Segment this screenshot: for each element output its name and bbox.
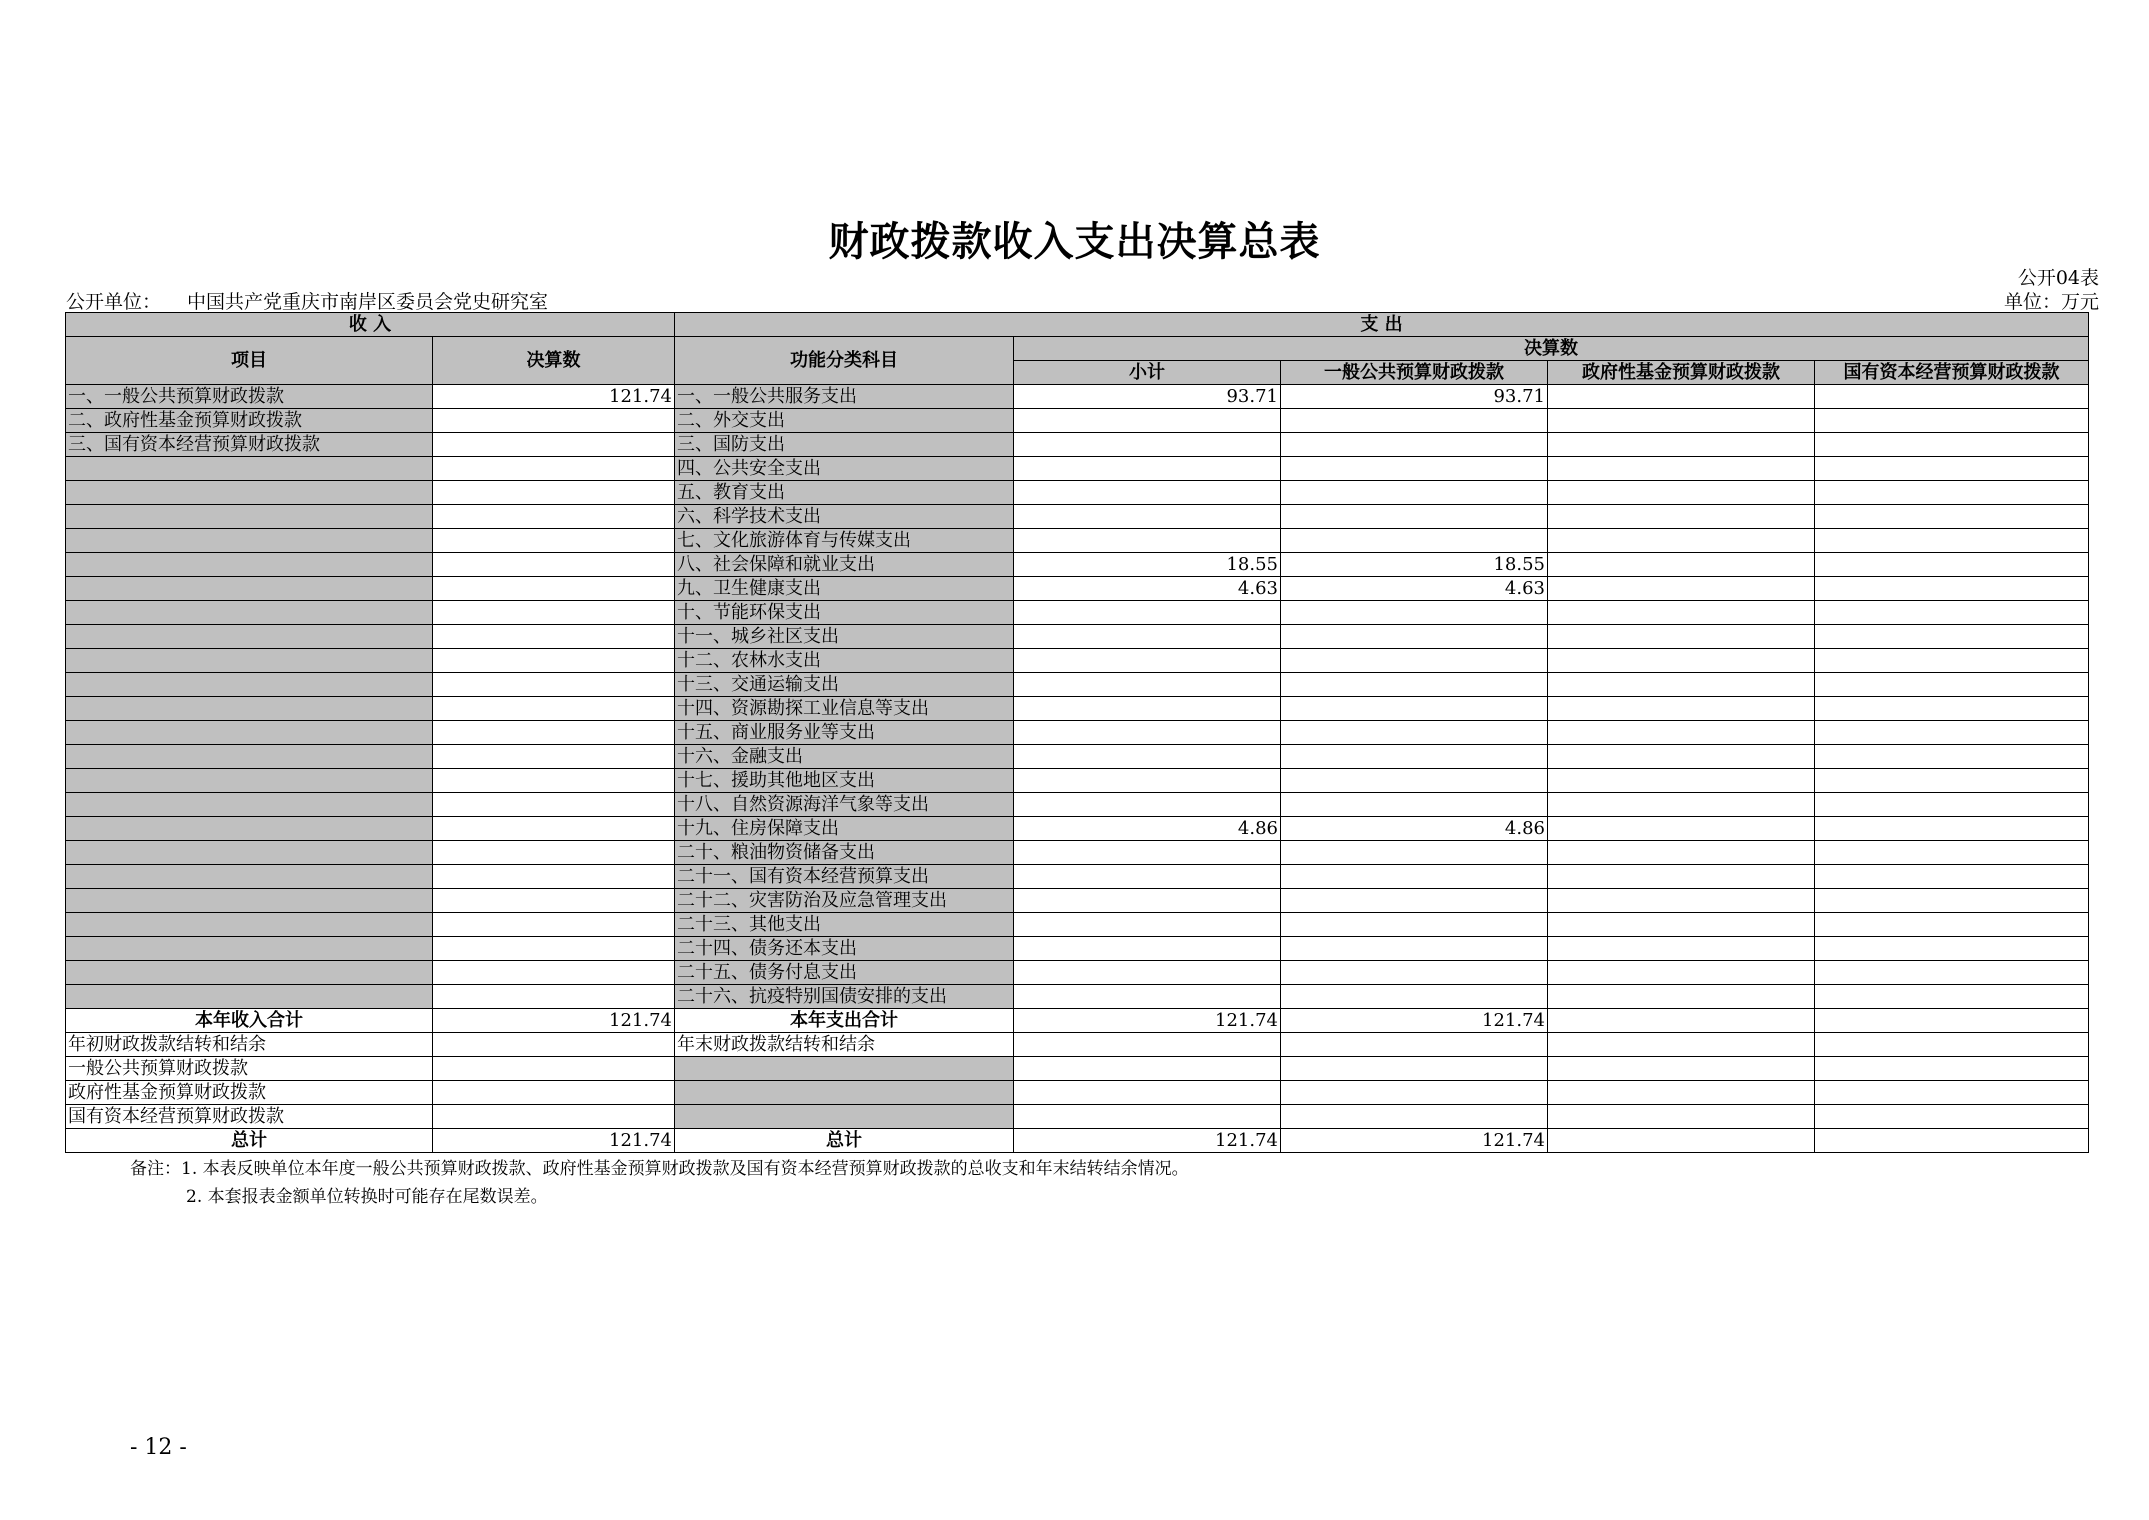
table-row [66,409,2089,433]
state-capital-cell [1815,577,2089,601]
unit-label: 单位：万元 [2003,291,2099,313]
table-row [66,601,2089,625]
carry-state-capital [1815,1105,2089,1129]
total-gov-fund [1548,1129,1815,1153]
total-general: 121.74 [1281,1009,1548,1033]
carry-expense-item [675,1105,1014,1129]
table-row [66,457,2089,481]
carry-gov-fund [1548,1057,1815,1081]
gov-fund-cell [1548,433,1815,457]
income-amount [433,961,675,985]
income-amount [433,985,675,1009]
page-number: - 12 - [130,1435,187,1460]
income-amount [433,457,675,481]
state-capital-cell [1815,937,2089,961]
final-header: 决算数 [1014,337,2089,361]
income-item [66,649,433,673]
carry-subtotal [1014,1081,1281,1105]
state-capital-cell [1815,625,2089,649]
total-income-label: 本年收入合计 [66,1009,433,1033]
carry-state-capital [1815,1057,2089,1081]
income-amount [433,409,675,433]
item-header: 项目 [66,337,433,385]
income-item [66,529,433,553]
expense-item: 二、外交支出 [675,409,1014,433]
state-capital-cell [1815,673,2089,697]
general-cell: 4.86 [1281,817,1548,841]
total-gov-fund [1548,1009,1815,1033]
subtotal-cell [1014,625,1281,649]
note-2: 2. 本套报表金额单位转换时可能存在尾数误差。 [186,1187,548,1207]
income-amount [433,625,675,649]
company-name: 中国共产党重庆市南岸区委员会党史研究室 [187,291,549,313]
carry-subtotal [1014,1057,1281,1081]
gov-fund-cell [1548,985,1815,1009]
income-amount [433,721,675,745]
expense-item: 十、节能环保支出 [675,601,1014,625]
income-amount [433,745,675,769]
state-capital-cell [1815,721,2089,745]
amount-header: 决算数 [433,337,675,385]
state-capital-cell [1815,745,2089,769]
carry-row [66,1033,2089,1057]
general-cell [1281,529,1548,553]
expense-item: 十三、交通运输支出 [675,673,1014,697]
income-item [66,865,433,889]
state-capital-cell [1815,817,2089,841]
carry-gov-fund [1548,1105,1815,1129]
income-amount [433,817,675,841]
income-item [66,961,433,985]
carry-income-amount [433,1081,675,1105]
state-capital-cell [1815,913,2089,937]
gov-fund-cell [1548,385,1815,409]
state-capital-header: 国有资本经营预算财政拨款 [1815,361,2089,385]
gov-fund-cell [1548,913,1815,937]
gov-fund-header: 政府性基金预算财政拨款 [1548,361,1815,385]
gov-fund-cell [1548,553,1815,577]
state-capital-cell [1815,697,2089,721]
income-amount [433,865,675,889]
table-row [66,505,2089,529]
subtotal-cell [1014,433,1281,457]
expense-item: 十四、资源勘探工业信息等支出 [675,697,1014,721]
income-amount: 121.74 [433,385,675,409]
general-cell [1281,745,1548,769]
carry-gov-fund [1548,1081,1815,1105]
gov-fund-cell [1548,769,1815,793]
state-capital-cell [1815,433,2089,457]
income-amount [433,913,675,937]
expense-item: 三、国防支出 [675,433,1014,457]
income-amount [433,697,675,721]
carry-income-item: 年初财政拨款结转和结余 [66,1033,433,1057]
func-header: 功能分类科目 [675,337,1014,385]
header-row-2 [66,337,2089,361]
subtotal-cell [1014,793,1281,817]
expense-item: 十七、援助其他地区支出 [675,769,1014,793]
general-cell [1281,649,1548,673]
carry-subtotal [1014,1105,1281,1129]
state-capital-cell [1815,529,2089,553]
income-header: 收 入 [66,313,675,337]
total-income-amount: 121.74 [433,1009,675,1033]
page-title: 财政拨款收入支出决算总表 [828,219,1321,265]
subtotal-cell [1014,601,1281,625]
carry-row [66,1105,2089,1129]
expense-item: 二十、粮油物资储备支出 [675,841,1014,865]
gov-fund-cell [1548,817,1815,841]
expense-item: 十六、金融支出 [675,745,1014,769]
subtotal-cell [1014,505,1281,529]
gov-fund-cell [1548,649,1815,673]
table-row [66,985,2089,1009]
income-item [66,985,433,1009]
subtotal-cell [1014,409,1281,433]
expense-item: 十九、住房保障支出 [675,817,1014,841]
gov-fund-cell [1548,457,1815,481]
table-row [66,769,2089,793]
total-income-label: 总计 [66,1129,433,1153]
gov-fund-cell [1548,577,1815,601]
gov-fund-cell [1548,937,1815,961]
grand-total-row [66,1129,2089,1153]
budget-table [65,312,2089,1153]
general-cell [1281,769,1548,793]
table-row [66,889,2089,913]
gov-fund-cell [1548,529,1815,553]
expense-item: 四、公共安全支出 [675,457,1014,481]
carry-row [66,1057,2089,1081]
table-row [66,433,2089,457]
carry-income-amount [433,1057,675,1081]
income-amount [433,577,675,601]
carry-state-capital [1815,1033,2089,1057]
subtotal-cell [1014,913,1281,937]
general-cell [1281,985,1548,1009]
carry-general [1281,1057,1548,1081]
subtotal-cell [1014,457,1281,481]
expense-item: 十八、自然资源海洋气象等支出 [675,793,1014,817]
income-item [66,673,433,697]
expense-item: 一、一般公共服务支出 [675,385,1014,409]
table-row [66,745,2089,769]
general-cell: 4.63 [1281,577,1548,601]
header-row-1 [66,313,2089,337]
general-cell [1281,961,1548,985]
income-amount [433,601,675,625]
expense-item: 八、社会保障和就业支出 [675,553,1014,577]
general-cell [1281,673,1548,697]
general-cell [1281,865,1548,889]
gov-fund-cell [1548,673,1815,697]
table-row [66,697,2089,721]
table-row [66,817,2089,841]
expense-item: 九、卫生健康支出 [675,577,1014,601]
subtotal-cell [1014,529,1281,553]
income-amount [433,673,675,697]
income-amount [433,649,675,673]
table-row [66,937,2089,961]
subtotal-cell [1014,865,1281,889]
general-cell: 93.71 [1281,385,1548,409]
gov-fund-cell [1548,697,1815,721]
general-cell [1281,433,1548,457]
income-item [66,889,433,913]
company-line [66,287,548,314]
state-capital-cell [1815,481,2089,505]
expense-item: 二十一、国有资本经营预算支出 [675,865,1014,889]
carry-income-item: 政府性基金预算财政拨款 [66,1081,433,1105]
income-item: 二、政府性基金预算财政拨款 [66,409,433,433]
expense-item: 二十六、抗疫特别国债安排的支出 [675,985,1014,1009]
state-capital-cell [1815,601,2089,625]
expense-item: 二十三、其他支出 [675,913,1014,937]
form-code: 公开04表 [2017,267,2099,289]
income-item [66,577,433,601]
expense-item: 十二、农林水支出 [675,649,1014,673]
state-capital-cell [1815,553,2089,577]
income-item [66,745,433,769]
state-capital-cell [1815,505,2089,529]
state-capital-cell [1815,865,2089,889]
carry-expense-item [675,1057,1014,1081]
year-total-row [66,1009,2089,1033]
income-item [66,697,433,721]
state-capital-cell [1815,385,2089,409]
state-capital-cell [1815,889,2089,913]
expense-header: 支 出 [675,313,2089,337]
income-item [66,841,433,865]
total-general: 121.74 [1281,1129,1548,1153]
subtotal-cell [1014,481,1281,505]
carry-income-item: 国有资本经营预算财政拨款 [66,1105,433,1129]
table-row [66,577,2089,601]
general-cell [1281,505,1548,529]
expense-item: 二十二、灾害防治及应急管理支出 [675,889,1014,913]
income-item [66,769,433,793]
state-capital-cell [1815,841,2089,865]
general-cell [1281,625,1548,649]
expense-item: 十一、城乡社区支出 [675,625,1014,649]
expense-item: 十五、商业服务业等支出 [675,721,1014,745]
subtotal-cell: 18.55 [1014,553,1281,577]
subtotal-cell [1014,769,1281,793]
table-row [66,481,2089,505]
general-cell [1281,937,1548,961]
subtotal-header: 小计 [1014,361,1281,385]
general-header: 一般公共预算财政拨款 [1281,361,1548,385]
income-item: 三、国有资本经营预算财政拨款 [66,433,433,457]
gov-fund-cell [1548,721,1815,745]
general-cell: 18.55 [1281,553,1548,577]
income-amount [433,793,675,817]
subtotal-cell: 4.63 [1014,577,1281,601]
gov-fund-cell [1548,841,1815,865]
subtotal-cell: 4.86 [1014,817,1281,841]
gov-fund-cell [1548,793,1815,817]
table-row [66,793,2089,817]
income-amount [433,529,675,553]
table-row [66,529,2089,553]
gov-fund-cell [1548,889,1815,913]
general-cell [1281,889,1548,913]
subtotal-cell: 93.71 [1014,385,1281,409]
subtotal-cell [1014,673,1281,697]
carry-gov-fund [1548,1033,1815,1057]
general-cell [1281,481,1548,505]
general-cell [1281,841,1548,865]
general-cell [1281,913,1548,937]
general-cell [1281,457,1548,481]
gov-fund-cell [1548,625,1815,649]
carry-row [66,1081,2089,1105]
state-capital-cell [1815,985,2089,1009]
gov-fund-cell [1548,865,1815,889]
expense-item: 二十五、债务付息支出 [675,961,1014,985]
state-capital-cell [1815,409,2089,433]
subtotal-cell [1014,889,1281,913]
income-item [66,721,433,745]
total-subtotal: 121.74 [1014,1009,1281,1033]
total-state-capital [1815,1129,2089,1153]
income-amount [433,505,675,529]
gov-fund-cell [1548,961,1815,985]
total-expense-label: 本年支出合计 [675,1009,1014,1033]
income-item: 一、一般公共预算财政拨款 [66,385,433,409]
subtotal-cell [1014,937,1281,961]
general-cell [1281,793,1548,817]
income-item [66,817,433,841]
income-amount [433,841,675,865]
income-item [66,793,433,817]
table-row [66,961,2089,985]
expense-item: 六、科学技术支出 [675,505,1014,529]
income-item [66,913,433,937]
income-item [66,457,433,481]
general-cell [1281,601,1548,625]
carry-general [1281,1033,1548,1057]
income-amount [433,769,675,793]
gov-fund-cell [1548,505,1815,529]
expense-item: 二十四、债务还本支出 [675,937,1014,961]
table-row [66,625,2089,649]
subtotal-cell [1014,985,1281,1009]
carry-expense-item: 年末财政拨款结转和结余 [675,1033,1014,1057]
gov-fund-cell [1548,481,1815,505]
income-item [66,625,433,649]
subtotal-cell [1014,649,1281,673]
income-amount [433,889,675,913]
gov-fund-cell [1548,601,1815,625]
carry-general [1281,1105,1548,1129]
general-cell [1281,409,1548,433]
company-label: 公开单位： [66,291,162,313]
table-row [66,865,2089,889]
table-row [66,553,2089,577]
table-row [66,841,2089,865]
gov-fund-cell [1548,409,1815,433]
carry-income-amount [433,1105,675,1129]
table-row [66,721,2089,745]
subtotal-cell [1014,841,1281,865]
income-amount [433,937,675,961]
income-amount [433,553,675,577]
state-capital-cell [1815,961,2089,985]
income-amount [433,433,675,457]
income-item [66,481,433,505]
notes [130,1155,1189,1211]
income-item [66,601,433,625]
table-row [66,385,2089,409]
carry-general [1281,1081,1548,1105]
subtotal-cell [1014,745,1281,769]
table-row [66,649,2089,673]
carry-expense-item [675,1081,1014,1105]
state-capital-cell [1815,793,2089,817]
carry-state-capital [1815,1081,2089,1105]
carry-subtotal [1014,1033,1281,1057]
total-subtotal: 121.74 [1014,1129,1281,1153]
state-capital-cell [1815,769,2089,793]
total-state-capital [1815,1009,2089,1033]
general-cell [1281,697,1548,721]
carry-income-amount [433,1033,675,1057]
subtotal-cell [1014,961,1281,985]
income-item [66,553,433,577]
expense-item: 七、文化旅游体育与传媒支出 [675,529,1014,553]
subtotal-cell [1014,721,1281,745]
table-row [66,913,2089,937]
total-expense-label: 总计 [675,1129,1014,1153]
subtotal-cell [1014,697,1281,721]
expense-item: 五、教育支出 [675,481,1014,505]
state-capital-cell [1815,649,2089,673]
income-amount [433,481,675,505]
income-item [66,505,433,529]
table-row [66,673,2089,697]
total-income-amount: 121.74 [433,1129,675,1153]
carry-income-item: 一般公共预算财政拨款 [66,1057,433,1081]
general-cell [1281,721,1548,745]
income-item [66,937,433,961]
note-1: 备注：1. 本表反映单位本年度一般公共预算财政拨款、政府性基金预算财政拨款及国有资本经营预算财政拨款的总收支和年末结转结余情况。 [130,1159,1189,1179]
state-capital-cell [1815,457,2089,481]
gov-fund-cell [1548,745,1815,769]
